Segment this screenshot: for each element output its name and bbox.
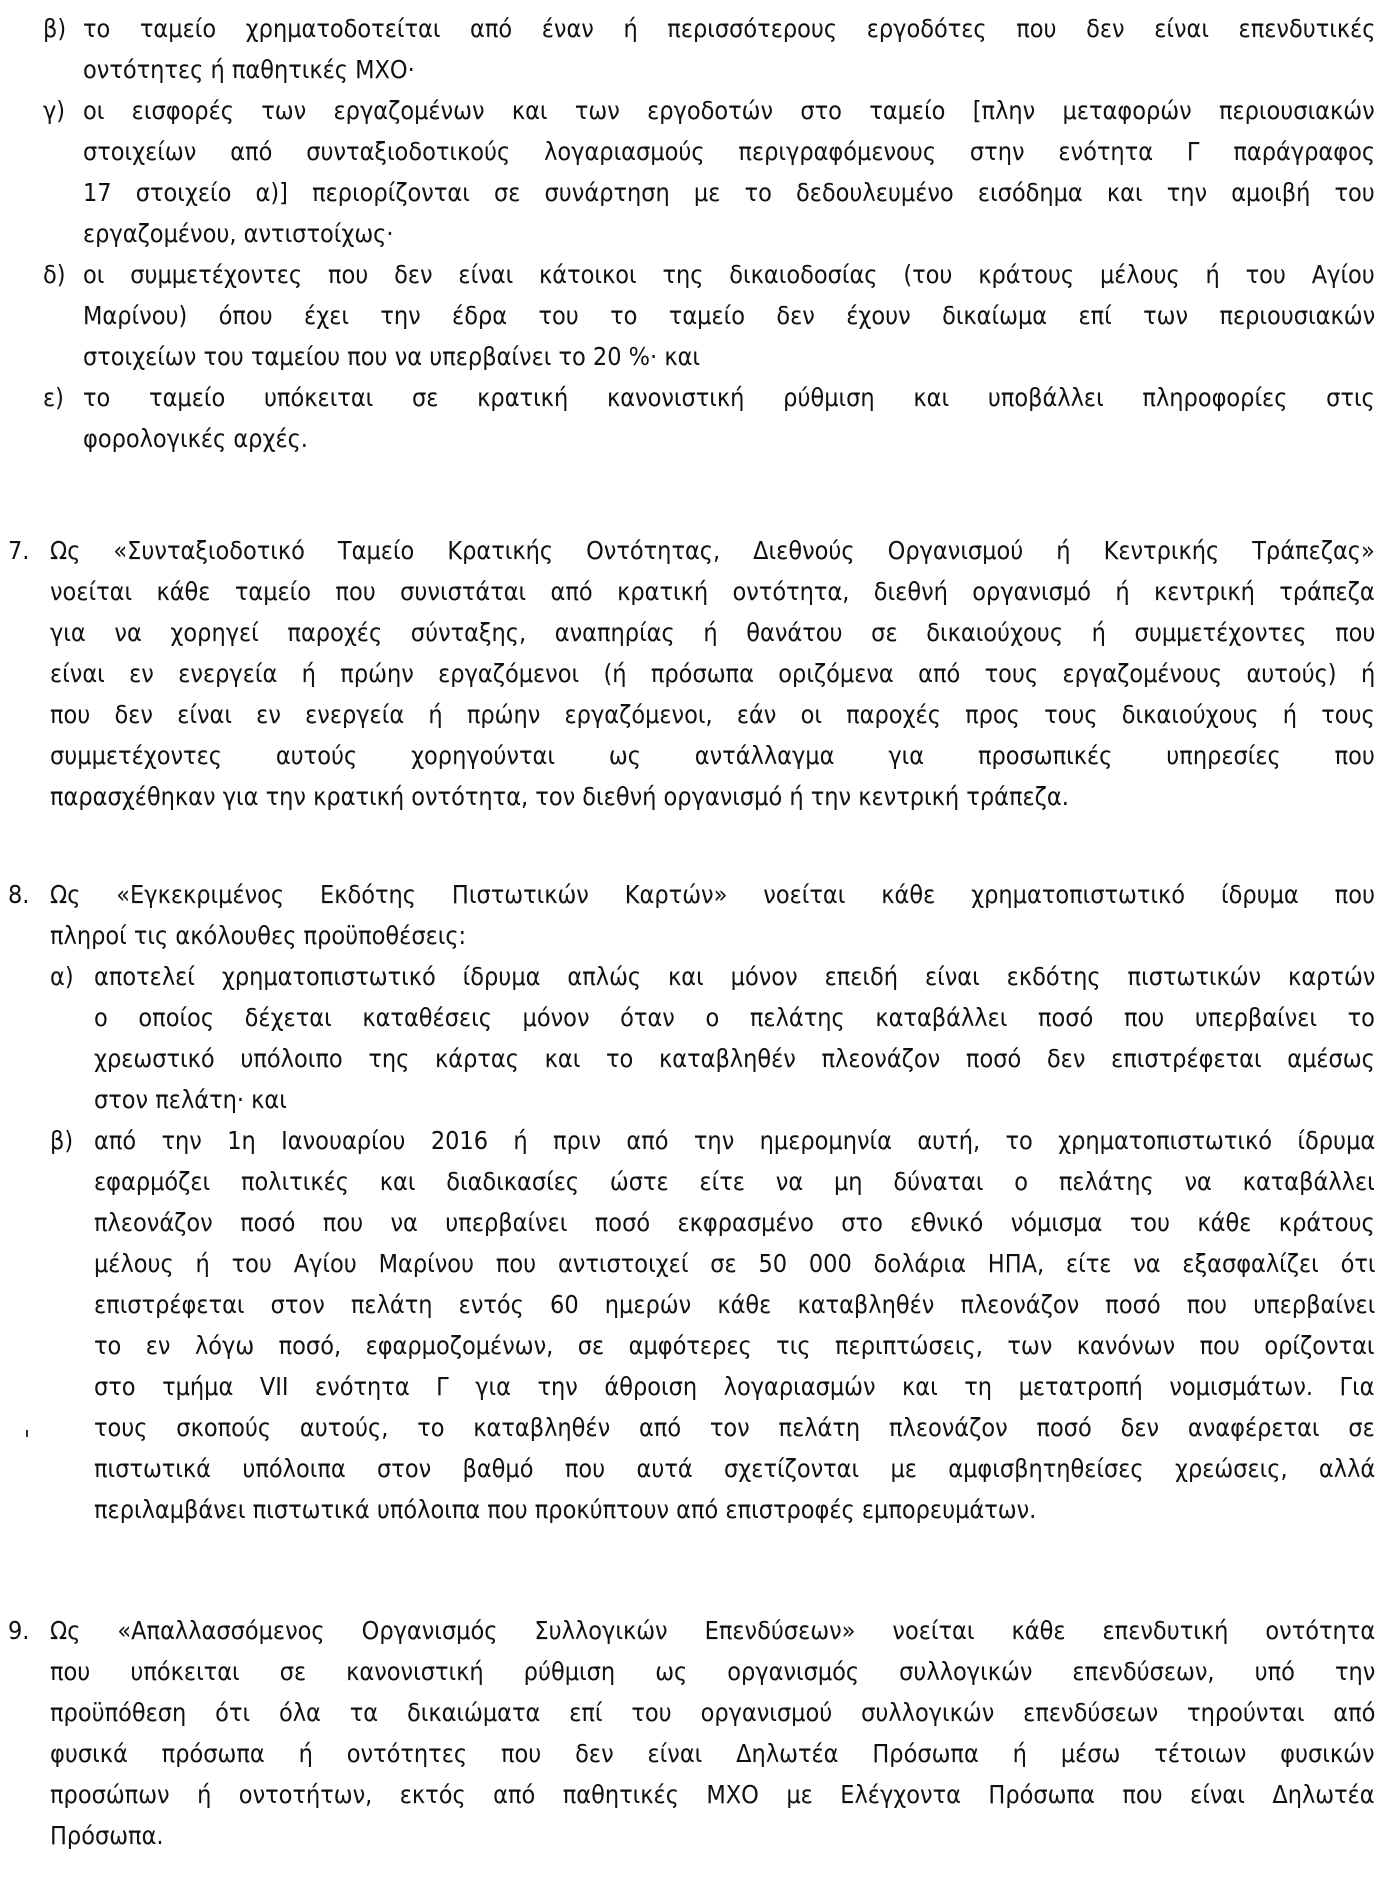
text-line: παρασχέθηκαν για την κρατική οντότητα, τον διεθνή οργανισμό ή την κεντρική τράπεζα. xyxy=(50,782,1069,811)
scan-artifact xyxy=(26,1430,28,1437)
text-line: ο οποίος δέχεται καταθέσεις μόνον όταν ο πελάτης καταβάλλει ποσό που υπερβαίνει το xyxy=(94,1003,1375,1032)
paragraph-number: 8. xyxy=(8,880,30,909)
item-text xyxy=(83,90,1375,254)
paragraph-text xyxy=(50,530,1375,817)
text-line: Ως «Συνταξιοδοτικό Ταμείο Κρατικής Οντότητας, Διεθνούς Οργανισμού ή Κεντρικής Τράπεζας» xyxy=(50,536,1375,565)
text-line: πλεονάζον ποσό που να υπερβαίνει ποσό εκφρασμένο στο εθνικό νόμισμα του κάθε κράτους xyxy=(94,1208,1375,1237)
text-line: Μαρίνου) όπου έχει την έδρα του το ταμείο δεν έχουν δικαίωμα επί των περιουσιακών xyxy=(83,301,1376,330)
item-label: ε) xyxy=(43,383,64,412)
text-line: πιστωτικά υπόλοιπα στον βαθμό που αυτά σχετίζονται με αμφισβητηθείσες χρεώσεις, αλλά xyxy=(94,1454,1376,1483)
text-line: περιλαμβάνει πιστωτικά υπόλοιπα που προκύπτουν από επιστροφές εμπορευμάτων. xyxy=(94,1495,1037,1524)
text-line: οι συμμετέχοντες που δεν είναι κάτοικοι της δικαιοδοσίας (του κράτους μέλους ή του Αγίου xyxy=(83,260,1375,289)
text-line: προσώπων ή οντοτήτων, εκτός από παθητικές ΜΧΟ με Ελέγχοντα Πρόσωπα που είναι Δηλωτέα xyxy=(50,1780,1375,1809)
text-line: μέλους ή του Αγίου Μαρίνου που αντιστοιχεί σε 50 000 δολάρια ΗΠΑ, είτε να εξασφαλίζει ότι xyxy=(94,1249,1376,1278)
text-line: στοιχείων από συνταξιοδοτικούς λογαριασμούς περιγραφόμενους στην ενότητα Γ παράγραφος xyxy=(83,137,1376,166)
text-line: που υπόκειται σε κανονιστική ρύθμιση ως οργανισμός συλλογικών επενδύσεων, υπό την xyxy=(50,1657,1376,1686)
text-line: αποτελεί χρηματοπιστωτικό ίδρυμα απλώς και μόνον επειδή είναι εκδότης πιστωτικών καρτών xyxy=(94,962,1376,991)
item-label: β) xyxy=(50,1126,74,1155)
text-line: προϋπόθεση ότι όλα τα δικαιώματα επί του οργανισμού συλλογικών επενδύσεων τηρούνται από xyxy=(50,1698,1376,1727)
text-line: Ως «Απαλλασσόμενος Οργανισμός Συλλογικών Επενδύσεων» νοείται κάθε επενδυτική οντότητα xyxy=(50,1616,1376,1645)
text-line: στο τμήμα VII ενότητα Γ για την άθροιση λογαριασμών και τη μετατροπή νομισμάτων. Για xyxy=(94,1372,1375,1401)
item-label: γ) xyxy=(43,96,66,125)
item-text xyxy=(94,956,1375,1120)
item-label: β) xyxy=(43,14,67,43)
text-line: επιστρέφεται στον πελάτη εντός 60 ημερών κάθε καταβληθέν πλεονάζον ποσό που υπερβαίνει xyxy=(94,1290,1376,1319)
text-line: οντότητες ή παθητικές ΜΧΟ· xyxy=(83,55,415,84)
text-line: τους σκοπούς αυτούς, το καταβληθέν από τον πελάτη πλεονάζον ποσό δεν αναφέρεται σε xyxy=(94,1413,1375,1442)
paragraph-text xyxy=(50,874,1375,956)
text-line: πληροί τις ακόλουθες προϋποθέσεις: xyxy=(50,921,467,950)
text-line: για να χορηγεί παροχές σύνταξης, αναπηρίας ή θανάτου σε δικαιούχους ή συμμετέχοντες που xyxy=(50,618,1376,647)
item-text xyxy=(83,377,1375,459)
item-text xyxy=(94,1120,1375,1530)
text-line: Ως «Εγκεκριμένος Εκδότης Πιστωτικών Καρτών» νοείται κάθε χρηματοπιστωτικό ίδρυμα που xyxy=(50,880,1375,909)
item-text xyxy=(83,8,1375,90)
text-line: στοιχείων του ταμείου που να υπερβαίνει το 20 %· και xyxy=(83,342,701,371)
item-label: δ) xyxy=(43,260,66,289)
text-line: οι εισφορές των εργαζομένων και των εργοδοτών στο ταμείο [πλην μεταφορών περιουσιακών xyxy=(83,96,1375,125)
item-text xyxy=(83,254,1375,377)
text-line: που δεν είναι εν ενεργεία ή πρώην εργαζόμενοι, εάν οι παροχές προς τους δικαιούχους ή τους xyxy=(50,700,1375,729)
text-line: 17 στοιχείο α)] περιορίζονται σε συνάρτηση με το δεδουλευμένο εισόδημα και την αμοιβή του xyxy=(83,178,1375,207)
text-line: φορολογικές αρχές. xyxy=(83,424,308,453)
text-line: το εν λόγω ποσό, εφαρμοζομένων, σε αμφότερες τις περιπτώσεις, των κανόνων που ορίζονται xyxy=(94,1331,1375,1360)
text-line: από την 1η Ιανουαρίου 2016 ή πριν από την ημερομηνία αυτή, το χρηματοπιστωτικό ίδρυμα xyxy=(94,1126,1376,1155)
text-line: εργαζομένου, αντιστοίχως· xyxy=(83,219,394,248)
text-line: φυσικά πρόσωπα ή οντότητες που δεν είναι Δηλωτέα Πρόσωπα ή μέσω τέτοιων φυσικών xyxy=(50,1739,1375,1768)
text-line: νοείται κάθε ταμείο που συνιστάται από κρατική οντότητα, διεθνή οργανισμό ή κεντρική τράπεζα xyxy=(50,577,1375,606)
text-line: εφαρμόζει πολιτικές και διαδικασίες ώστε είτε να μη δύναται ο πελάτης να καταβάλλει xyxy=(94,1167,1375,1196)
text-line: χρεωστικό υπόλοιπο της κάρτας και το καταβληθέν πλεονάζον ποσό δεν επιστρέφεται αμέσως xyxy=(94,1044,1375,1073)
paragraph-number: 9. xyxy=(8,1616,30,1645)
paragraph-number: 7. xyxy=(8,536,30,565)
text-line: το ταμείο υπόκειται σε κρατική κανονιστική ρύθμιση και υποβάλλει πληροφορίες στις xyxy=(83,383,1375,412)
text-line: Πρόσωπα. xyxy=(50,1821,164,1850)
item-label: α) xyxy=(50,962,74,991)
text-line: στον πελάτη· και xyxy=(94,1085,287,1114)
text-line: είναι εν ενεργεία ή πρώην εργαζόμενοι (ή πρόσωπα οριζόμενα από τους εργαζομένους αυτούς) ή xyxy=(50,659,1376,688)
text-line: το ταμείο χρηματοδοτείται από έναν ή περισσότερους εργοδότες που δεν είναι επενδυτικές xyxy=(83,14,1376,43)
text-line: συμμετέχοντες αυτούς χορηγούνται ως αντάλλαγμα για προσωπικές υπηρεσίες που xyxy=(50,741,1375,770)
paragraph-text xyxy=(50,1610,1375,1856)
